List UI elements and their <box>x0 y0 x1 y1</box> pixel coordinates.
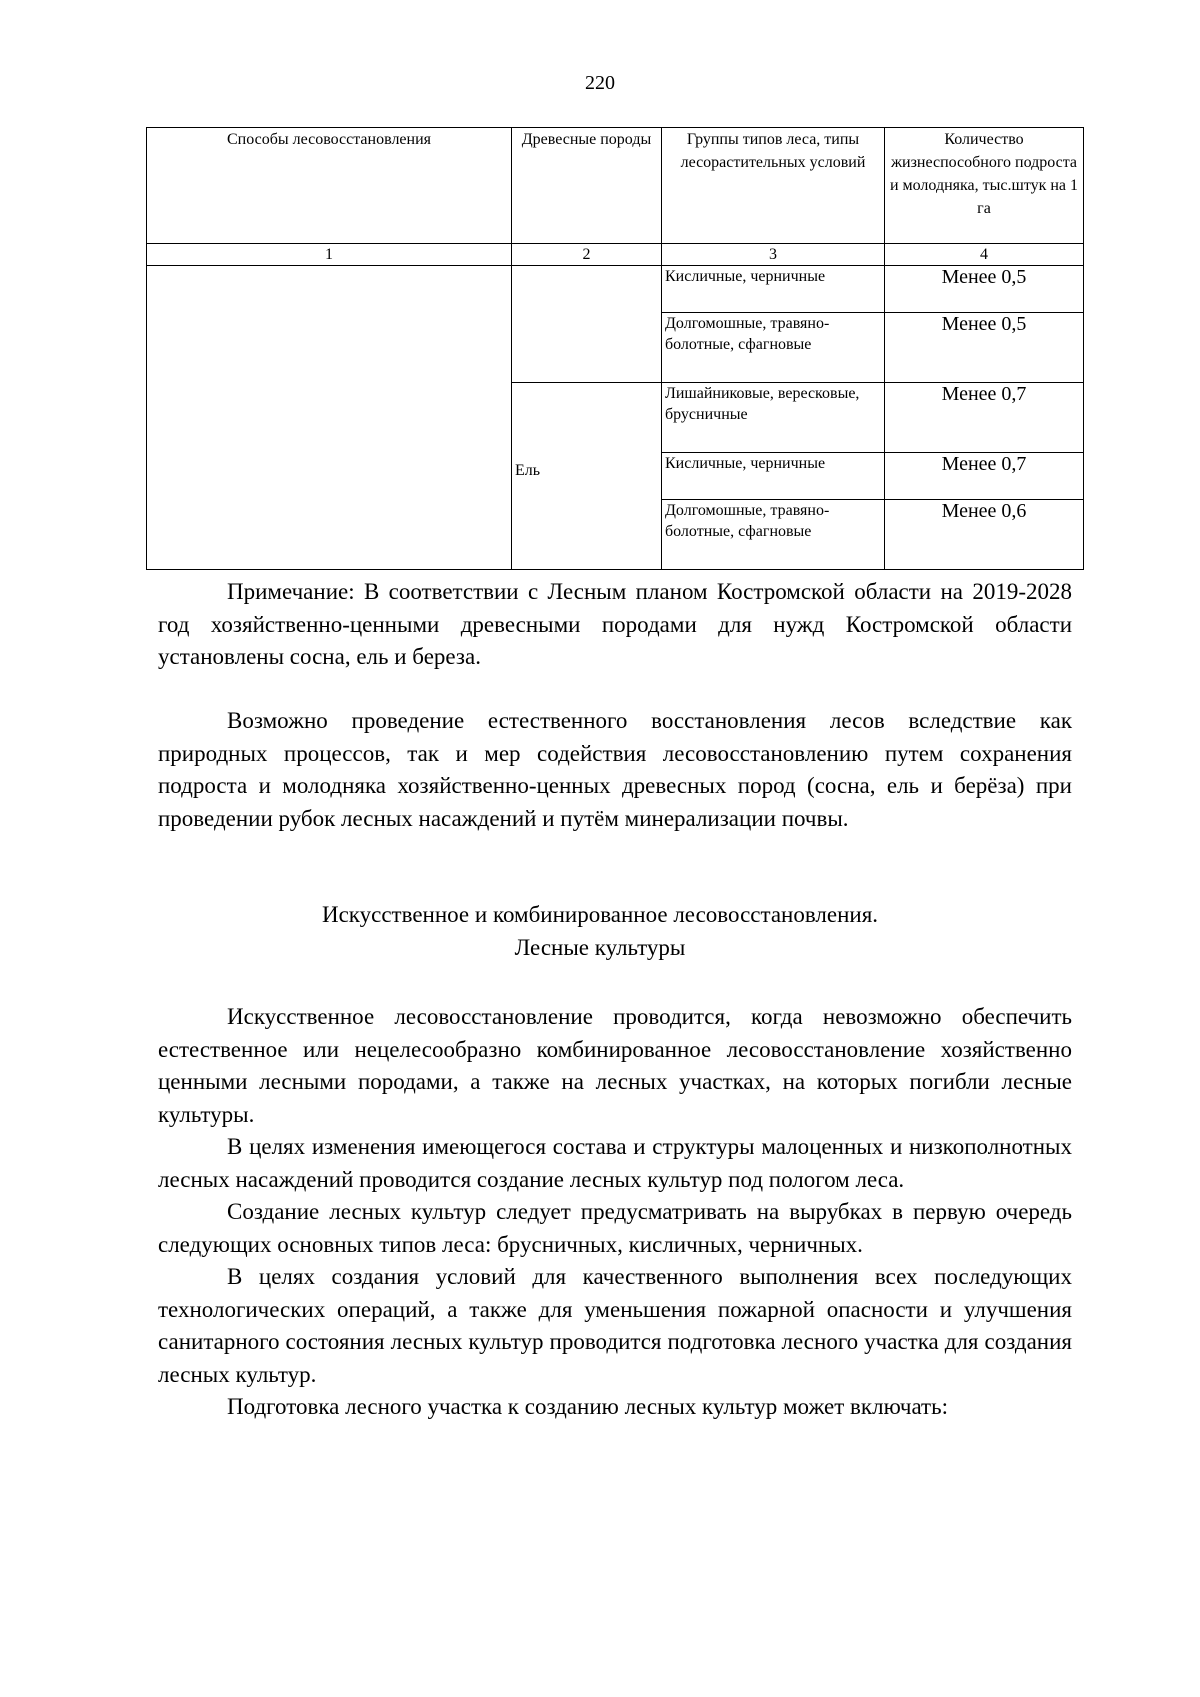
forest-type-cell: Кисличные, черничные <box>662 266 885 313</box>
forest-type-cell: Кисличные, черничные <box>662 453 885 500</box>
table-header-row <box>147 128 1084 244</box>
column-number: 2 <box>512 244 662 266</box>
header-species: Древесные породы <box>512 128 662 244</box>
quantity-cell: Менее 0,5 <box>885 313 1084 383</box>
column-numbers-row <box>147 244 1084 266</box>
header-methods: Способы лесовосстановления <box>147 128 512 244</box>
column-number: 4 <box>885 244 1084 266</box>
paragraph: Искусственное лесовосстановление проводится, когда невозможно обеспечить естественное или нецелесообразно комбинированное лесовосстановление хозяйственно ценными лесными породами, а также на лесных участках, на которых погибли лесные культуры. <box>158 1004 1072 1127</box>
header-quantity: Количество жизнеспособного подроста и молодняка, тыс.штук на 1 га <box>885 128 1084 244</box>
section-heading <box>100 898 1100 964</box>
quantity-cell: Менее 0,7 <box>885 383 1084 453</box>
forest-type-cell: Лишайниковые, вересковые, брусничные <box>662 383 885 453</box>
quantity-cell: Менее 0,7 <box>885 453 1084 500</box>
artificial-regeneration-block <box>158 1001 1072 1424</box>
paragraph: Подготовка лесного участка к созданию лесных культур может включать: <box>227 1394 948 1419</box>
note-block <box>158 576 1072 674</box>
species-cell-spruce <box>512 383 662 570</box>
reforestation-table <box>146 127 1084 570</box>
natural-regeneration-block <box>158 705 1072 835</box>
paragraph: В целях изменения имеющегося состава и структуры малоценных и низкополнотных лесных насаждений проводится создание лесных культур под пологом леса. <box>158 1134 1072 1192</box>
header-forest-types: Группы типов леса, типы лесорастительных условий <box>662 128 885 244</box>
forest-type-cell: Долгомошные, травяно-болотные, сфагновые <box>662 500 885 570</box>
species-cell-previous <box>512 266 662 383</box>
paragraph: В целях создания условий для качественного выполнения всех последующих технологических операций, а также для уменьшения пожарной опасности и улучшения санитарного состояния лесных культур проводится подготовка лесного участка для создания лесных культур. <box>158 1264 1072 1387</box>
column-number: 1 <box>147 244 512 266</box>
section-heading-line1: Искусственное и комбинированное лесовосстановления. <box>321 902 879 927</box>
column-number: 3 <box>662 244 885 266</box>
paragraph-natural-regeneration: Возможно проведение естественного восстановления лесов вследствие как природных процессов, так и мер содействия лесовосстановлению путем сохранения подроста и молодняка хозяйственно-ценных древесных пород (сосна, ель и берёза) при проведении рубок лесных насаждений и путём минерализации почвы. <box>158 708 1072 831</box>
table-row <box>147 266 1084 313</box>
forest-type-cell: Долгомошные, травяно-болотные, сфагновые <box>662 313 885 383</box>
section-heading-line2: Лесные культуры <box>514 935 686 960</box>
species-label: Ель <box>515 462 541 479</box>
paragraph: Создание лесных культур следует предусматривать на вырубках в первую очередь следующих основных типов леса: брусничных, кисличных, черничных. <box>158 1199 1072 1257</box>
methods-cell <box>147 266 512 570</box>
quantity-cell: Менее 0,5 <box>885 266 1084 313</box>
quantity-cell: Менее 0,6 <box>885 500 1084 570</box>
page-number: 220 <box>585 72 615 94</box>
table-note: Примечание: В соответствии с Лесным планом Костромской области на 2019-2028 год хозяйственно-ценными древесными породами для нужд Костромской области установлены сосна, ель и береза. <box>158 579 1072 669</box>
